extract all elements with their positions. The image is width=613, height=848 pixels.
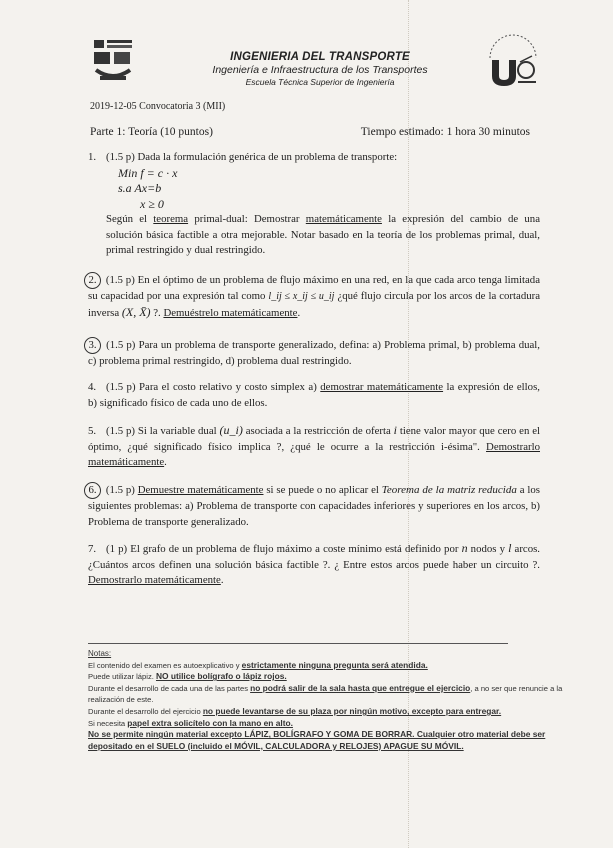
text-span: asociada a la restricción de oferta <box>242 425 394 437</box>
text-span: tiene valor mayor que cero en el óptimo, ¿qué significado físico implica ?, ¿qué le ocurre a la restricción i-ésima". <box>88 425 541 453</box>
institution-header <box>180 50 460 88</box>
note-line <box>88 671 563 683</box>
question-1 <box>88 150 540 259</box>
question-6 <box>88 482 540 530</box>
text-span: Durante el desarrollo de cada una de las partes <box>88 683 251 693</box>
question-2 <box>88 272 540 321</box>
underlined-text: estrictamente ninguna pregunta será atendida. <box>241 659 428 670</box>
part-title: Parte 1: Teoría (10 puntos) <box>90 126 213 138</box>
question-7 <box>88 541 540 589</box>
text-span: . <box>220 574 224 586</box>
text-span: Puede utilizar lápiz. <box>88 672 156 682</box>
nodes-variable: n <box>461 541 468 555</box>
text-span: Durante el desarrollo del ejercicio <box>88 706 203 716</box>
underlined-text: demostrar matemáticamente <box>320 381 444 393</box>
question-4 <box>88 380 540 411</box>
underlined-text: papel extra solicítelo con la mano en alto. <box>127 717 293 728</box>
question-body <box>88 212 540 259</box>
text-span: El contenido del examen es autoexplicativo y <box>88 660 242 670</box>
text-span: , a no ser que renuncie a la realización de este. <box>88 683 563 705</box>
text-span: Según el <box>106 213 154 225</box>
question-number: 3. <box>88 339 97 351</box>
university-seal <box>482 30 544 92</box>
underlined-text: Demuestre matemáticamente <box>137 484 264 496</box>
formula-objective: Min f = c · x <box>118 165 178 180</box>
header-title: INGENIERIA DEL TRANSPORTE <box>230 51 410 63</box>
text-span: ¿qué flujo circula por los arcos de la cortadura inversa <box>88 290 541 319</box>
text-span: Para un problema de transporte generalizado, defina: a) Problema primal, b) problema dual, c) problema primal restringido, d) problema dual restringido. <box>88 339 540 367</box>
text-span: si se puede o no aplicar el <box>263 484 382 496</box>
notes-heading: Notas: <box>88 649 112 658</box>
question-points: (1.5 p) <box>106 339 136 351</box>
question-points: (1.5 p) <box>105 274 135 286</box>
theorem-name: Teorema de la matriz reducida <box>381 484 517 496</box>
note-line <box>88 683 563 706</box>
bounds-expression: l_ij ≤ x_ij ≤ u_ij <box>268 291 335 302</box>
underlined-text: teorema <box>153 213 189 225</box>
estimated-time: Tiempo estimado: 1 hora 30 minutos <box>360 126 530 138</box>
underlined-text: no puede levantarse de su plaza por ningún motivo, excepto para entregar. <box>202 705 502 716</box>
index-variable: i <box>393 423 397 437</box>
question-5 <box>88 423 540 471</box>
handwritten-circle-mark <box>84 482 101 499</box>
note-line <box>88 660 563 672</box>
dual-variable: (u_i) <box>219 423 243 437</box>
exam-date-line: 2019-12-05 Convocatoria 3 (MII) <box>90 101 226 112</box>
formula-nonneg: x ≥ 0 <box>140 196 164 211</box>
handwritten-circle-mark <box>84 337 101 354</box>
arcs-variable: l <box>508 541 512 555</box>
underlined-text: matemáticamente <box>305 213 382 225</box>
underlined-text: Demostrarlo matemáticamente <box>88 574 221 586</box>
text-span: . <box>164 456 167 468</box>
text-span: arcos. ¿Cuántos arcos definen una solución básica factible ?. ¿ Entre estos arcos puede haber un circuito ?. <box>88 543 541 571</box>
underlined-text: NO utilice bolígrafo o lápiz rojos. <box>155 671 287 682</box>
underlined-text: Demostrarlo matemáticamente <box>88 440 540 468</box>
question-points: (1.5 p) <box>106 381 136 393</box>
part-row <box>90 126 530 138</box>
question-number: 2. <box>88 274 97 286</box>
note-line <box>88 706 563 718</box>
text-span: Para el costo relativo y costo simplex a) <box>139 381 321 393</box>
question-points: (1 p) <box>106 543 128 555</box>
header-subtitle: Ingeniería e Infraestructura de los Transportes <box>212 64 428 76</box>
text-span: ?. <box>150 306 164 319</box>
note-materials: No se permite ningún material excepto LÁPIZ, BOLÍGRAFO Y GOMA DE BORRAR. Cualquier otro material debe ser depositado en el SUELO (incluido el MÓVIL, CALCULADORA y RELOJES) APAGUE SU MÓVIL. <box>88 729 546 751</box>
question-text: Dada la formulación genérica de un problema de transporte: <box>137 151 398 163</box>
text-span: Si la variable dual <box>137 425 220 437</box>
question-number: 4. <box>88 381 97 393</box>
note-line <box>88 718 563 730</box>
handwritten-circle-mark <box>84 272 101 289</box>
text-span: . <box>297 306 301 319</box>
text-span: nodos y <box>467 543 509 555</box>
text-span: la expresión de ellos, b) significado físico de cada uno de ellos. <box>88 381 540 409</box>
question-points: (1.5 p) <box>105 484 135 496</box>
notes-divider <box>88 643 508 644</box>
text-span: a los siguientes problemas: a) Problema de transporte con capacidades inferiores y superiores en los arcos, b) Problema de transporte generalizado. <box>88 484 540 528</box>
question-number: 5. <box>88 425 97 437</box>
school-logo <box>92 38 134 84</box>
question-number: 7. <box>88 543 97 555</box>
text-span: Si necesita <box>88 718 128 728</box>
text-span: la expresión del cambio de una solución básica factible a otra mejorable. Notar basado en la teoría de los problemas primal, dual, primal restringido y dual restringido. <box>106 213 540 256</box>
question-number: 6. <box>88 484 97 496</box>
underlined-text: no podrá salir de la sala hasta que entregue el ejercicio <box>250 682 471 693</box>
question-3 <box>88 337 540 370</box>
formula-constraint: s.a Ax=b <box>118 181 162 195</box>
text-span: En el óptimo de un problema de flujo máximo en una red, en la que cada arco tenga limitada su capacidad por una expresión tal como <box>88 274 540 302</box>
question-number: 1. <box>88 151 97 163</box>
cut-expression: (X, X̄) <box>121 304 151 319</box>
text-span: El grafo de un problema de flujo máximo a coste mínimo está definido por <box>130 543 462 555</box>
header-school: Escuela Técnica Superior de Ingeniería <box>245 77 395 87</box>
underlined-text: Demuéstrelo matemáticamente <box>163 306 298 319</box>
text-span: primal-dual: Demostrar <box>188 213 306 225</box>
question-points: (1.5 p) <box>106 425 135 437</box>
exam-notes <box>88 648 563 752</box>
question-points: (1.5 p) <box>106 151 135 163</box>
